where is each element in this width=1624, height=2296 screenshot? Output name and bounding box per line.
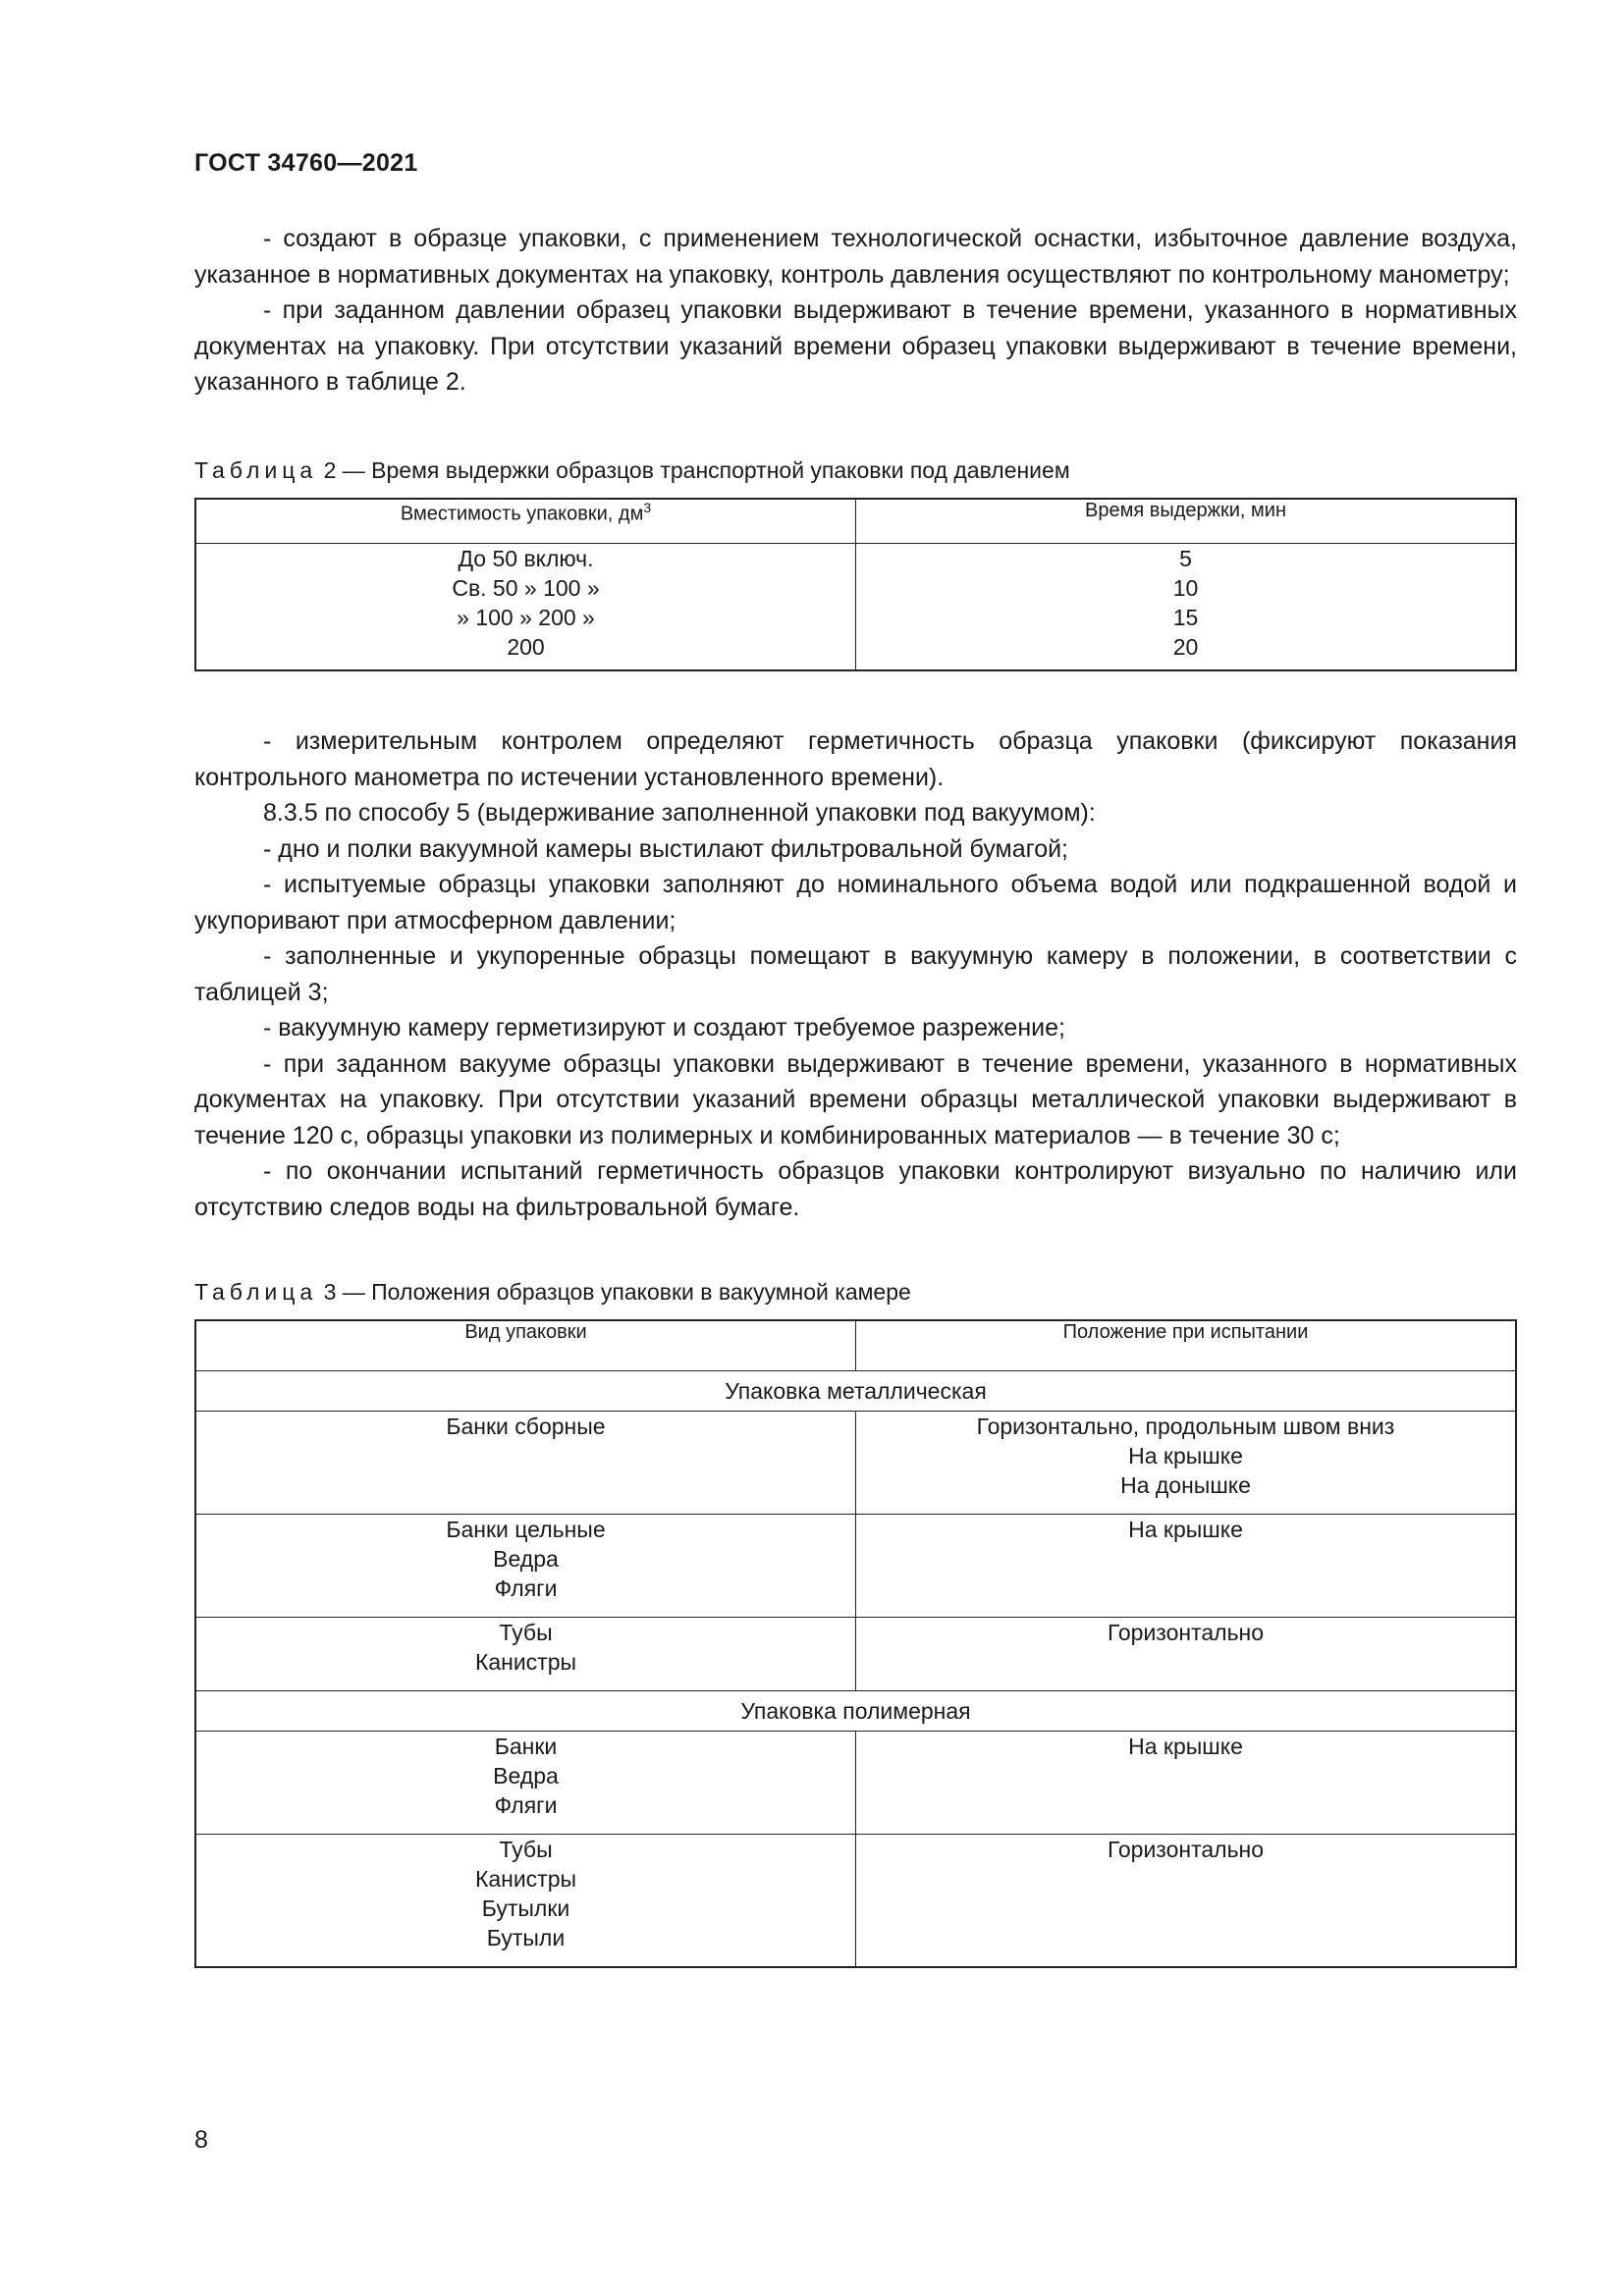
table3-kind-cell <box>195 1618 856 1691</box>
cell-line: Канистры <box>474 1649 577 1675</box>
cell-line: Бутылки <box>481 1896 570 1921</box>
page-number: 8 <box>194 2126 208 2154</box>
cell-line: Горизонтально <box>1107 1620 1265 1645</box>
table2-caption-label: Таблица <box>194 457 318 483</box>
paragraph: - при заданном давлении образец упаковки выдерживают в течение времени, указанного в нормативных документах на упаковку. При отсутствии указаний времени образец упаковки выдерживают в течение времени, указанного в таблице 2. <box>194 296 1517 396</box>
cell-line: Фляги <box>494 1575 558 1601</box>
table2-col1-header: Вместимость упаковки, $дм^3$ <box>195 499 856 544</box>
paragraph: 8.3.5 по способу 5 (выдерживание заполненной упаковки под вакуумом): <box>263 799 1096 827</box>
cell-line: 20 <box>1172 634 1199 660</box>
cell-line: Св. 50 » 100 » <box>452 575 600 601</box>
cell-line: Ведра <box>493 1763 559 1789</box>
table2-col2-cell <box>856 544 1517 671</box>
cell-line: На крышке <box>1128 1443 1243 1468</box>
cell-line: На донышке <box>1120 1472 1251 1498</box>
cell-line: Ведра <box>493 1546 559 1572</box>
paragraph: - при заданном вакууме образцы упаковки выдерживают в течение времени, указанного в нормативных документах на упаковку. При отсутствии указаний времени образцы металлической упаковки выдерживают в течение 120 с, образцы упаковки из полимерных и комбинированных материалов — в течение 30 с; <box>194 1049 1517 1149</box>
paragraph: - дно и полки вакуумной камеры выстилают фильтровальной бумагой; <box>263 834 1069 863</box>
cell-line: На крышке <box>1128 1517 1243 1542</box>
table3-position-cell <box>856 1835 1517 1968</box>
cell-line: Канистры <box>474 1866 577 1892</box>
paragraph: - заполненные и укупоренные образцы помещают в вакуумную камеру в положении, в соответствии с таблицей 3; <box>194 942 1517 1006</box>
table2-caption <box>194 457 1070 484</box>
cell-line: Тубы <box>499 1620 553 1645</box>
text-block-2 <box>194 723 1517 1225</box>
paragraph: - по окончании испытаний герметичность образцов упаковки контролируют визуально по наличию или отсутствию следов воды на фильтровальной бумаге. <box>194 1157 1517 1221</box>
table3-position-cell <box>856 1515 1517 1618</box>
text-block-1 <box>194 221 1517 400</box>
table3-section-metal: Упаковка металлическая <box>195 1371 1516 1412</box>
table3-caption <box>194 1279 911 1306</box>
table3-position-cell <box>856 1618 1517 1691</box>
table3-col2-header: Положение при испытании <box>856 1320 1517 1371</box>
table3-caption-text: 3 — Положения образцов упаковки в вакуумной камере <box>317 1279 911 1305</box>
cell-line: 5 <box>1179 546 1192 571</box>
table3-position-cell <box>856 1732 1517 1835</box>
table2-col1-cell <box>195 544 856 671</box>
cell-line: Банки цельные <box>446 1517 606 1542</box>
cell-line: На крышке <box>1128 1734 1243 1759</box>
paragraph: - измерительным контролем определяют герметичность образца упаковки (фиксируют показания контрольного манометра по истечении установленного времени). <box>194 727 1517 791</box>
cell-line: Горизонтально <box>1107 1837 1265 1862</box>
cell-line: Фляги <box>494 1792 558 1818</box>
superscript: 3 <box>643 500 652 515</box>
table3-section-polymer: Упаковка полимерная <box>195 1691 1516 1732</box>
table3-kind-cell <box>195 1412 856 1515</box>
table3-kind-cell <box>195 1835 856 1968</box>
cell-line: До 50 включ. <box>458 546 594 571</box>
document-id: ГОСТ 34760—2021 <box>194 149 418 177</box>
table2-col2-header: Время выдержки, мин <box>856 499 1517 544</box>
cell-line: Горизонтально, продольным швом вниз <box>976 1414 1395 1439</box>
paragraph: - создают в образце упаковки, с применением технологической оснастки, избыточное давление воздуха, указанное в нормативных документах на упаковку, контроль давления осуществляют по контрольному манометру; <box>194 225 1517 289</box>
table3-caption-label: Таблица <box>194 1279 318 1305</box>
table2 <box>194 498 1517 671</box>
table3-col1-header: Вид упаковки <box>195 1320 856 1371</box>
cell-line: 10 <box>1172 575 1199 601</box>
cell-line: Бутыли <box>486 1925 566 1950</box>
paragraph: - вакуумную камеру герметизируют и создают требуемое разрежение; <box>263 1014 1065 1041</box>
cell-line: Банки сборные <box>446 1414 606 1439</box>
cell-line: Тубы <box>499 1837 553 1862</box>
table3 <box>194 1319 1517 1968</box>
cell-line: Банки <box>494 1734 558 1759</box>
table3-kind-cell <box>195 1515 856 1618</box>
table3-kind-cell <box>195 1732 856 1835</box>
table2-caption-text: 2 — Время выдержки образцов транспортной упаковки под давлением <box>317 457 1070 483</box>
cell-line: » 100 » 200 » <box>457 605 595 630</box>
cell-line: 200 <box>507 634 545 660</box>
table3-position-cell <box>856 1412 1517 1515</box>
cell-line: 15 <box>1172 605 1199 630</box>
paragraph: - испытуемые образцы упаковки заполняют до номинального объема водой или подкрашенной водой и укупоривают при атмосферном давлении; <box>194 871 1517 934</box>
